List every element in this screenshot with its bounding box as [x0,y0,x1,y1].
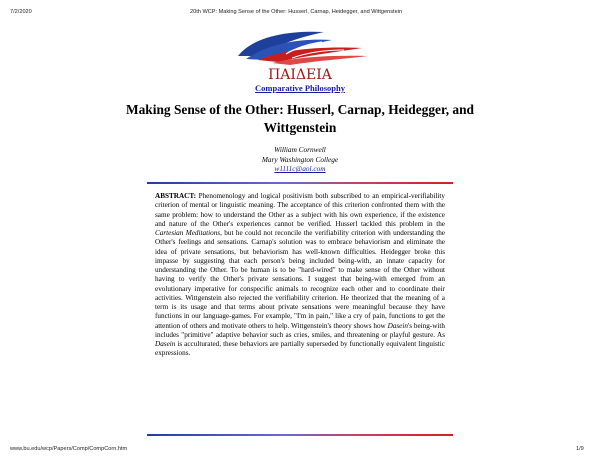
abstract-emphasis-dasein-1: Dasein [387,321,408,330]
author-affiliation: Mary Washington College [261,154,339,164]
author-email-link[interactable]: w1111c@aol.com [274,164,326,173]
print-date: 7/2/2020 [10,9,32,15]
abstract-emphasis-cartesian: Cartesian Meditations [155,229,221,237]
abstract-emphasis-dasein-2: Dasein [155,340,176,348]
abstract [155,192,445,359]
comparative-philosophy-link[interactable]: Comparative Philosophy [255,83,345,93]
abstract-text-2: , but he could not reconcile the verifiability criterion with understanding the Other's feelings and sensations. Carnap's solution was to embrace behaviorism and eliminate the idea of private sensations, but behaviorism has well-known difficulties. Heidegger broke this impasse by suggesting that each person's being included being-with, an innate capacity for understanding the Other. To be human is to be "hard-wired" to make sense of the Other without having to verify the Other's private sensations. I suggest that being-with emerged from an evolutionary imperative for conspecific animals to recognize each other and to coordinate their activities. Wittgenstein also rejected the verifiability criterion. He theorized that the meaning of a term is its usage and that terms about private sensations were meaningful because they have functions in our language-games. For example, "I'm in pain," like a cry of pain, functions to get the attention of others and motivate others to help. Wittgenstein's theory shows how [155,229,445,330]
author-name: William Cornwell [274,145,326,154]
divider-top [147,182,453,184]
paideia-logo [232,26,372,82]
print-url: www.bu.edu/wcp/Papers/Comp/CompCorn.htm [10,446,128,452]
print-page-title: 20th WCP: Making Sense of the Other: Husserl, Carnap, Heidegger, and Wittgenstein [190,9,403,15]
author-block [0,145,600,174]
abstract-text-4: is acculturated, these behaviors are partially superseded by functionally equivalent linguistic expressions. [155,340,445,358]
print-page-number: 1/9 [576,446,584,452]
logo-swoosh [238,32,368,65]
paper-title: Making Sense of the Other: Husserl, Carnap, Heidegger, and Wittgenstein [125,102,475,135]
abstract-text-1: Phenomenology and logical positivism both subscribed to an empirical-verifiability criterion of mental or linguistic meaning. The acceptance of this criterion confronted them with the same problem: how to understand the Other as a subject with his own experience, if the existence and nature of the Other's experiences cannot be verified. Husserl tackled this problem in the [155,192,445,228]
divider-bottom [147,434,453,436]
abstract-text-3: 's being-with includes "primitive" adaptive behavior such as cries, smiles, and threatening or playful gesture. As [155,321,446,339]
logo-text: ΠΑΙΔΕΙΑ [268,67,332,82]
abstract-label: ABSTRACT: [155,192,197,200]
